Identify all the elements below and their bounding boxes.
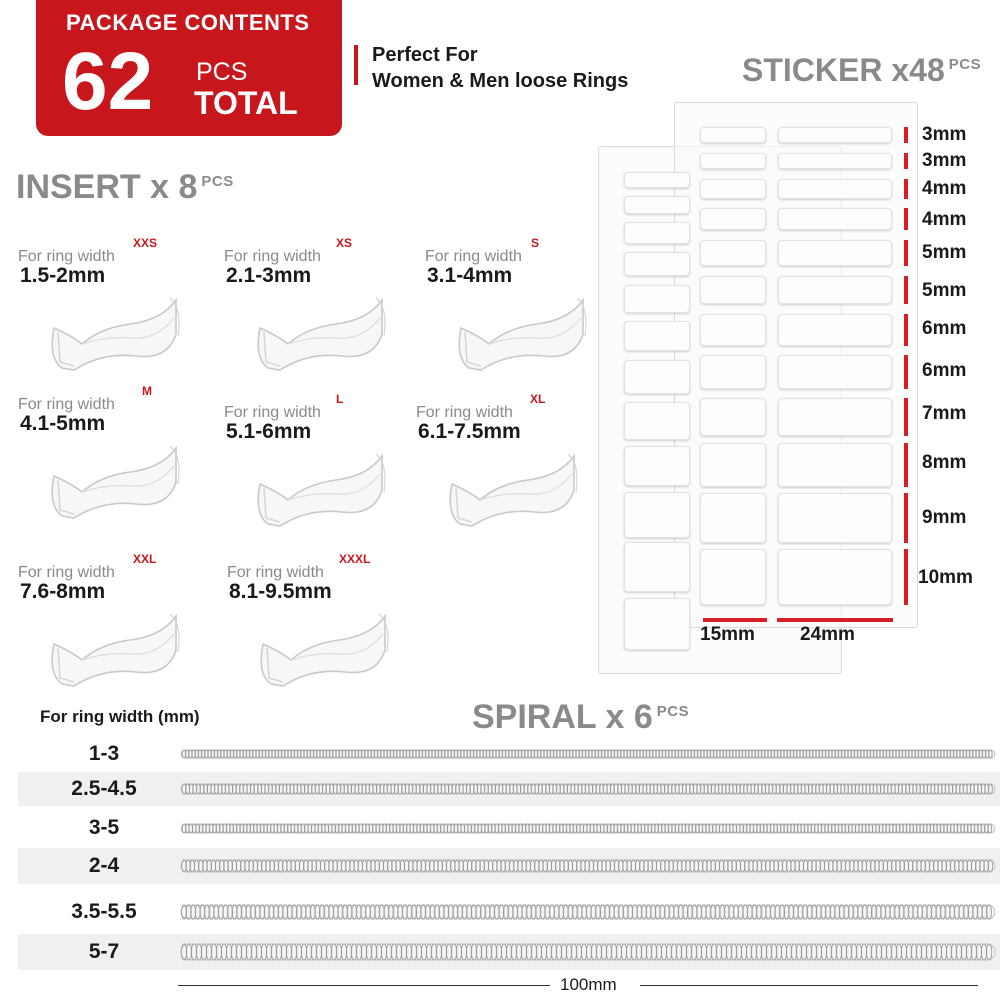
ring-insert-icon <box>234 434 394 534</box>
spiral-section-title <box>472 698 689 737</box>
sticker-pad <box>778 314 892 346</box>
insert-label: For ring width <box>18 564 115 581</box>
sticker-length-short: 15mm <box>700 624 755 645</box>
insert-item <box>416 392 606 544</box>
insert-size: XXXL <box>339 552 371 566</box>
sticker-pad <box>778 276 892 304</box>
sticker-width-label: 4mm <box>922 209 967 230</box>
sticker-title-text: STICKER x48 <box>742 52 945 88</box>
insert-section-title <box>16 168 234 207</box>
sticker-pad <box>624 360 690 394</box>
ring-insert-icon <box>426 434 586 534</box>
width-indicator-bar <box>904 549 908 605</box>
insert-range: 7.6-8mm <box>20 580 106 603</box>
sticker-pad <box>624 222 690 244</box>
insert-item <box>18 236 208 388</box>
insert-label: For ring width <box>18 396 115 413</box>
sticker-width-label: 6mm <box>922 318 967 339</box>
tagline-line2: Women & Men loose Rings <box>372 70 629 92</box>
sticker-width-label: 3mm <box>922 150 967 171</box>
sticker-pad <box>624 321 690 351</box>
sticker-pad <box>778 549 892 605</box>
sticker-width-label: 5mm <box>922 242 967 263</box>
spiral-row <box>18 772 1000 806</box>
spiral-coil-icon <box>180 904 996 920</box>
ring-insert-icon <box>435 278 595 378</box>
sticker-pad <box>700 276 766 304</box>
sticker-section-title <box>742 52 981 89</box>
sticker-width-label: 8mm <box>922 452 967 473</box>
width-indicator-bar <box>904 314 908 346</box>
insert-size: XXS <box>133 236 158 250</box>
ring-insert-icon <box>237 594 397 694</box>
dimension-line-short <box>703 618 767 622</box>
spiral-range: 3-5 <box>88 816 120 839</box>
width-indicator-bar <box>904 355 908 389</box>
package-contents-badge <box>36 0 342 136</box>
sticker-pad <box>700 493 766 543</box>
sticker-width-label: 9mm <box>922 507 967 528</box>
spiral-coil-icon <box>180 943 996 961</box>
spiral-range: 2-4 <box>88 854 120 877</box>
sticker-pad <box>624 252 690 276</box>
badge-count: 62 <box>62 36 154 127</box>
insert-title-text: INSERT x 8 <box>16 168 198 206</box>
insert-item <box>18 552 208 704</box>
tagline-accent-bar <box>354 45 358 85</box>
sticker-pad <box>700 314 766 346</box>
insert-pcs-label: PCS <box>201 173 234 190</box>
length-line-left <box>178 985 550 986</box>
sticker-pad <box>778 179 892 199</box>
spiral-coil-icon <box>180 859 996 873</box>
sticker-width-label: 7mm <box>922 403 967 424</box>
insert-range: 5.1-6mm <box>226 420 312 443</box>
insert-size: XL <box>530 392 546 406</box>
insert-range: 4.1-5mm <box>20 412 106 435</box>
sticker-width-label: 5mm <box>922 280 967 301</box>
sticker-pad <box>778 398 892 436</box>
insert-range: 3.1-4mm <box>427 264 513 287</box>
sticker-pad <box>700 153 766 169</box>
width-indicator-bar <box>904 276 908 304</box>
sticker-pad <box>700 398 766 436</box>
spiral-coil-icon <box>180 783 996 795</box>
insert-label: For ring width <box>416 404 513 421</box>
dimension-line-long <box>777 618 893 622</box>
insert-item <box>224 392 414 544</box>
sticker-pad <box>700 443 766 487</box>
sticker-width-label: 4mm <box>922 178 967 199</box>
sticker-length-long: 24mm <box>800 624 855 645</box>
width-indicator-bar <box>904 493 908 543</box>
insert-size: M <box>142 384 152 398</box>
spiral-range: 5-7 <box>88 940 120 963</box>
width-indicator-bar <box>904 398 908 436</box>
badge-title: PACKAGE CONTENTS <box>66 10 310 35</box>
spiral-pcs-label: PCS <box>656 703 690 720</box>
spiral-row <box>18 934 1000 970</box>
insert-range: 1.5-2mm <box>20 264 106 287</box>
ring-insert-icon <box>28 594 188 694</box>
spiral-title-text: SPIRAL x 6 <box>472 698 653 736</box>
tagline <box>372 42 628 94</box>
sticker-pad <box>624 196 690 214</box>
sticker-pad <box>624 172 690 188</box>
sticker-pad <box>778 127 892 143</box>
ring-insert-icon <box>234 278 394 378</box>
sticker-pad <box>778 208 892 230</box>
sticker-pcs-label: PCS <box>948 56 982 73</box>
sticker-pad <box>624 598 690 650</box>
sticker-pad <box>700 549 766 605</box>
insert-item <box>227 552 417 704</box>
sticker-pad <box>624 402 690 440</box>
width-indicator-bar <box>904 443 908 487</box>
spiral-length-label: 100mm <box>560 975 617 994</box>
sticker-pad <box>778 153 892 169</box>
spiral-column-header: For ring width (mm) <box>40 707 200 726</box>
spiral-row <box>18 810 1000 846</box>
sticker-pad <box>700 179 766 199</box>
insert-label: For ring width <box>224 404 321 421</box>
width-indicator-bar <box>904 179 908 199</box>
sticker-pad <box>778 240 892 266</box>
spiral-coil-icon <box>180 823 996 834</box>
length-line-right <box>640 985 978 986</box>
ring-insert-icon <box>28 278 188 378</box>
insert-size: L <box>336 392 344 406</box>
badge-total: TOTAL <box>194 85 298 121</box>
sticker-pad <box>700 355 766 389</box>
insert-size: XS <box>336 236 353 250</box>
sticker-width-label: 3mm <box>922 124 967 145</box>
insert-item <box>425 236 615 388</box>
insert-label: For ring width <box>227 564 324 581</box>
insert-range: 2.1-3mm <box>226 264 312 287</box>
width-indicator-bar <box>904 153 908 169</box>
insert-item <box>224 236 414 388</box>
sticker-pad <box>700 127 766 143</box>
sticker-pad <box>624 542 690 592</box>
sticker-pad <box>778 493 892 543</box>
width-indicator-bar <box>904 240 908 266</box>
width-indicator-bar <box>904 127 908 143</box>
spiral-range: 2.5-4.5 <box>71 777 137 800</box>
sticker-pad <box>624 285 690 313</box>
spiral-coil-icon <box>180 749 996 759</box>
insert-range: 6.1-7.5mm <box>418 420 521 443</box>
badge-unit: PCS <box>196 58 248 86</box>
sticker-pad <box>778 355 892 389</box>
sticker-pad <box>700 208 766 230</box>
insert-label: For ring width <box>425 248 522 265</box>
width-indicator-bar <box>904 208 908 230</box>
spiral-range: 3.5-5.5 <box>71 900 137 923</box>
insert-size: XXL <box>133 552 157 566</box>
sticker-pad <box>700 240 766 266</box>
sticker-pad <box>624 446 690 486</box>
sticker-pad <box>624 492 690 538</box>
sticker-width-label: 6mm <box>922 360 967 381</box>
insert-size: S <box>531 236 540 250</box>
insert-range: 8.1-9.5mm <box>229 580 332 603</box>
spiral-row <box>18 890 1000 934</box>
ring-insert-icon <box>28 426 188 526</box>
sticker-width-label: 10mm <box>918 567 973 588</box>
sticker-pad <box>778 443 892 487</box>
insert-label: For ring width <box>224 248 321 265</box>
spiral-row <box>18 738 1000 770</box>
insert-label: For ring width <box>18 248 115 265</box>
tagline-line1: Perfect For <box>372 44 478 66</box>
spiral-range: 1-3 <box>88 742 120 765</box>
insert-item <box>18 384 208 536</box>
spiral-row <box>18 848 1000 884</box>
